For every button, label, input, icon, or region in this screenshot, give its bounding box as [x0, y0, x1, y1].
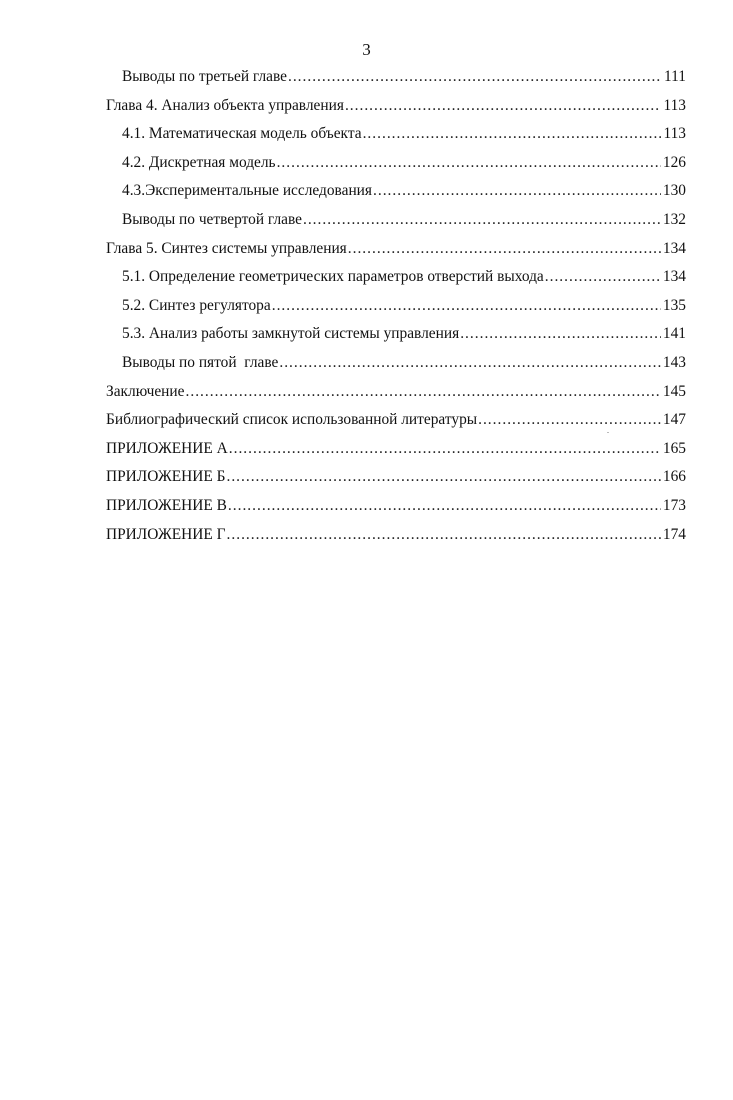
table-of-contents [106, 63, 686, 549]
toc-entry-label: ПРИЛОЖЕНИЕ Г [106, 525, 226, 543]
toc-entry-page: 143 [662, 353, 686, 371]
toc-entry-label: ПРИЛОЖЕНИЕ В [106, 496, 227, 514]
toc-entry-page: 132 [662, 210, 686, 228]
dot-leader [345, 92, 662, 121]
dot-leader [279, 349, 661, 378]
toc-entry-label: 4.1. Математическая модель объекта [122, 125, 362, 143]
dot-leader [228, 492, 661, 521]
toc-entry-label: 4.3.Экспериментальные исследования [122, 182, 372, 200]
toc-entry [106, 177, 686, 206]
dot-leader [227, 521, 661, 550]
dot-leader [545, 263, 661, 292]
toc-entry-page: 166 [662, 468, 686, 486]
dot-leader [288, 63, 662, 92]
toc-entry-page: 135 [662, 296, 686, 314]
toc-entry-label: ПРИЛОЖЕНИЕ А [106, 439, 228, 457]
toc-entry-label: Выводы по третьей главе [122, 68, 287, 85]
toc-entry [106, 92, 686, 121]
dot-leader [460, 320, 661, 349]
toc-entry-label: Выводы по пятой главе [122, 353, 279, 371]
toc-entry-page: 141 [662, 325, 686, 343]
toc-entry [106, 206, 686, 235]
toc-entry-label: 5.1. Определение геометрических параметров отверстий выхода [122, 268, 544, 286]
toc-entry-label: Заключение [106, 382, 185, 400]
toc-entry-page: 130 [662, 182, 686, 200]
toc-entry-page: 134 [662, 239, 686, 257]
toc-entry-page: 145 [662, 382, 686, 400]
dot-leader [303, 206, 661, 235]
toc-entry [106, 378, 686, 407]
toc-entry [106, 235, 686, 264]
toc-entry-page: 126 [662, 153, 686, 171]
toc-entry-page: 173 [662, 496, 686, 514]
toc-entry-page: 113 [663, 125, 686, 143]
toc-entry-label: 5.2. Синтез регулятора [122, 296, 271, 314]
toc-entry-label: Глава 4. Анализ объекта управления [106, 96, 344, 114]
toc-entry-label: Библиографический список использованной литературы [106, 411, 478, 429]
dot-leader [478, 406, 661, 435]
toc-entry-page: 111 [664, 68, 686, 85]
toc-entry [106, 292, 686, 321]
toc-entry-page: 147 [662, 411, 686, 429]
toc-entry [106, 320, 686, 349]
toc-entry-label: Глава 5. Синтез системы управления [106, 239, 347, 257]
toc-entry-label: Выводы по четвертой главе [122, 210, 302, 228]
toc-entry-page: 134 [662, 268, 686, 286]
dot-leader [373, 177, 661, 206]
toc-entry [106, 120, 686, 149]
toc-entry-page: 113 [663, 96, 686, 114]
toc-entry [106, 492, 686, 521]
dot-leader [186, 378, 661, 407]
dot-leader [277, 149, 661, 178]
toc-entry [106, 521, 686, 550]
dot-leader [272, 292, 661, 321]
dot-leader [348, 235, 661, 264]
toc-entry-page: 165 [662, 439, 686, 457]
page-number: 3 [362, 40, 371, 59]
toc-entry [106, 349, 686, 378]
toc-entry-label: ПРИЛОЖЕНИЕ Б [106, 468, 226, 486]
toc-entry-label: 4.2. Дискретная модель [122, 153, 276, 171]
toc-entry [106, 149, 686, 178]
toc-entry [106, 63, 686, 92]
toc-entry [106, 406, 686, 435]
scan-speck [607, 432, 609, 433]
toc-entry [106, 263, 686, 292]
toc-entry [106, 435, 686, 464]
toc-entry-label: 5.3. Анализ работы замкнутой системы управления [122, 325, 460, 343]
toc-entry [106, 463, 686, 492]
dot-leader [363, 120, 662, 149]
toc-entry-page: 174 [662, 525, 686, 543]
dot-leader [226, 463, 660, 492]
dot-leader [229, 435, 661, 464]
